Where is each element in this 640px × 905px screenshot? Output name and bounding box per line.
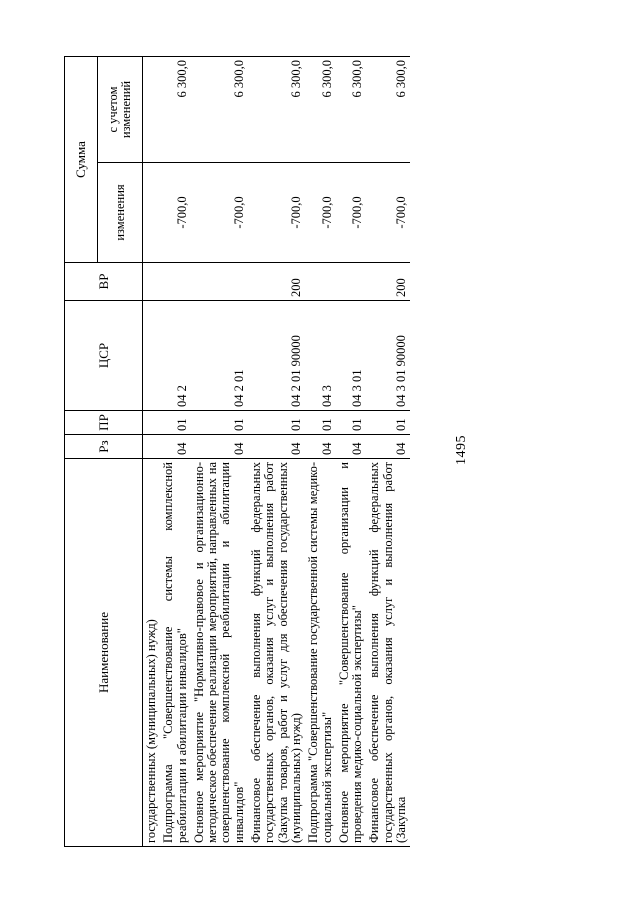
row-pr: 01 [366, 411, 410, 435]
row-total: 6 300,0 [305, 57, 336, 163]
row-vr [336, 263, 367, 301]
row-rz: 04 [336, 435, 367, 459]
row-change [143, 163, 161, 263]
row-name: Подпрограмма "Совершенствование системы комплексной реабилитации и абилитации инвалидов" [160, 459, 191, 847]
header-with-change: с учетом изменений [98, 57, 143, 163]
row-rz: 04 [191, 435, 248, 459]
budget-table [64, 56, 410, 847]
row-change: -700,0 [248, 163, 305, 263]
row-name: Финансовое обеспечение выполнения функций федеральных государственных органов, оказания услуг и выполнения работ (Закупка товаров, работ и услуг для обеспечения государственных (муниципальных) нужд) [248, 459, 305, 847]
row-pr: 01 [305, 411, 336, 435]
row-vr: 200 [248, 263, 305, 301]
row-total: 6 300,0 [366, 57, 410, 163]
header-vr: ВР [65, 263, 143, 301]
row-csr: 04 3 01 [336, 301, 367, 411]
header-pr: ПР [65, 411, 143, 435]
row-csr: 04 3 01 90000 [366, 301, 410, 411]
row-change: -700,0 [336, 163, 367, 263]
header-rz: Рз [65, 435, 143, 459]
row-pr [143, 411, 161, 435]
row-pr: 01 [248, 411, 305, 435]
table-row [305, 57, 336, 847]
table-row [336, 57, 367, 847]
header-sum: Сумма [65, 57, 98, 263]
table-row [366, 57, 410, 847]
row-total: 6 300,0 [160, 57, 191, 163]
header-csr: ЦСР [65, 301, 143, 411]
row-rz: 04 [160, 435, 191, 459]
row-csr [143, 301, 161, 411]
table-row [160, 57, 191, 847]
row-rz [143, 435, 161, 459]
row-total: 6 300,0 [248, 57, 305, 163]
row-total [143, 57, 161, 163]
row-name: Основное мероприятие "Совершенствование организации и проведения медико-социальной экспертизы" [336, 459, 367, 847]
row-vr: 200 [366, 263, 410, 301]
row-pr: 01 [191, 411, 248, 435]
row-vr [143, 263, 161, 301]
row-name: Финансовое обеспечение выполнения функций федеральных государственных органов, оказания услуг и выполнения работ (Закупка [366, 459, 410, 847]
row-name: Подпрограмма "Совершенствование государственной системы медико-социальной экспертизы" [305, 459, 336, 847]
row-vr [191, 263, 248, 301]
row-pr: 01 [160, 411, 191, 435]
row-change: -700,0 [160, 163, 191, 263]
row-rz: 04 [305, 435, 336, 459]
row-pr: 01 [336, 411, 367, 435]
header-name: Наименование [65, 459, 143, 847]
row-total: 6 300,0 [336, 57, 367, 163]
header-change: изменения [98, 163, 143, 263]
row-csr: 04 3 [305, 301, 336, 411]
row-name: государственных (муниципальных) нужд) [143, 459, 161, 847]
row-csr: 04 2 01 [191, 301, 248, 411]
row-name: Основное мероприятие "Нормативно-правовое и организационно-методическое обеспечение реализации мероприятий, направленных на совершенствование комплексной реабилитации и абилитации инвалидов" [191, 459, 248, 847]
row-change: -700,0 [191, 163, 248, 263]
table-row [191, 57, 248, 847]
row-rz: 04 [248, 435, 305, 459]
row-total: 6 300,0 [191, 57, 248, 163]
row-rz: 04 [366, 435, 410, 459]
row-csr: 04 2 01 90000 [248, 301, 305, 411]
row-csr: 04 2 [160, 301, 191, 411]
table-row [248, 57, 305, 847]
row-vr [160, 263, 191, 301]
row-change: -700,0 [366, 163, 410, 263]
row-vr [305, 263, 336, 301]
table-row [143, 57, 161, 847]
page-number: 1495 [454, 435, 469, 465]
row-change: -700,0 [305, 163, 336, 263]
